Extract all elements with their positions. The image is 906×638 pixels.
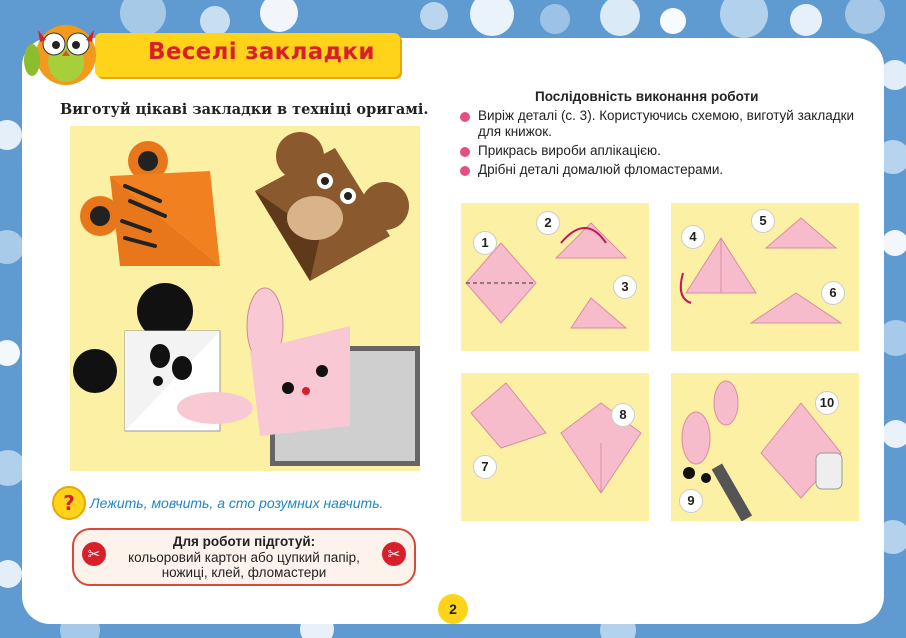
page-title: Веселі закладки xyxy=(148,39,375,65)
diagram-panel-7-8 xyxy=(461,373,649,521)
step-number: 9 xyxy=(679,489,703,513)
preparation-box xyxy=(72,528,416,586)
diagram-panel-9-10 xyxy=(671,373,859,521)
bullet-icon xyxy=(460,112,470,122)
diagram-panel-1-3 xyxy=(461,203,649,351)
sequence-steps xyxy=(460,108,870,181)
step-number: 1 xyxy=(473,231,497,255)
step-number: 4 xyxy=(681,225,705,249)
step-item: Прикрась вироби аплікацією. xyxy=(460,143,870,159)
proverb-text: Лежить, мовчить, а сто розумних навчить. xyxy=(90,495,384,511)
question-mark-icon: ? xyxy=(52,486,86,520)
step-item: Виріж деталі (с. 3). Користуючись схемою, виготуй закладки для книжок. xyxy=(460,108,870,140)
preparation-line-2: ножиці, клей, фломастери xyxy=(161,565,327,580)
diagram-panel-4-6 xyxy=(671,203,859,351)
step-number: 3 xyxy=(613,275,637,299)
scissors-icon: ✂ xyxy=(82,542,106,566)
monkey-bookmark xyxy=(255,132,409,281)
bullet-icon xyxy=(460,147,470,157)
step-number: 2 xyxy=(536,211,560,235)
step-number: 5 xyxy=(751,209,775,233)
step-number: 8 xyxy=(611,403,635,427)
bullet-icon xyxy=(460,166,470,176)
step-number: 7 xyxy=(473,455,497,479)
preparation-line-1: кольоровий картон або цупкий папір, xyxy=(128,550,360,565)
preparation-title: Для роботи підготуй: xyxy=(172,534,316,549)
sequence-title: Послідовність виконання роботи xyxy=(535,89,759,104)
step-number: 10 xyxy=(815,391,839,415)
step-number: 6 xyxy=(821,281,845,305)
bookmarks-photo xyxy=(70,126,420,471)
step-item: Дрібні деталі домалюй фломастерами. xyxy=(460,162,870,178)
owl-mascot-icon xyxy=(18,10,108,90)
tiger-bookmark xyxy=(80,141,220,266)
scissors-icon: ✂ xyxy=(382,542,406,566)
intro-text: Виготуй цікаві закладки в техніці оригамі. xyxy=(60,101,429,118)
page-number: 2 xyxy=(438,594,468,624)
